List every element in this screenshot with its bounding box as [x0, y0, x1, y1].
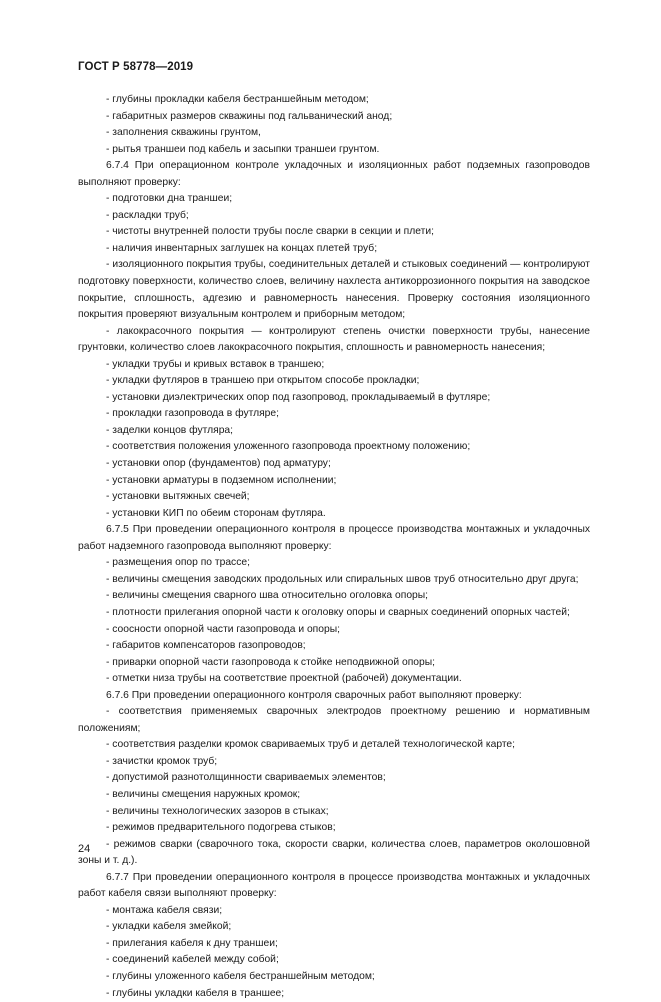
- list-item: - заполнения скважины грунтом,: [106, 127, 261, 139]
- list-item: - величины технологических зазоров в стыках;: [106, 805, 329, 817]
- list-item: - соединений кабелей между собой;: [106, 954, 279, 966]
- list-item: - установки диэлектрических опор под газопровод, прокладываемый в футляре;: [106, 391, 491, 403]
- list-item: - соответствия положения уложенного газопровода проектному положению;: [106, 441, 471, 453]
- list-item: - установки вытяжных свечей;: [106, 491, 250, 503]
- list-item: - монтажа кабеля связи;: [106, 904, 223, 916]
- list-item: - раскладки труб;: [106, 209, 189, 221]
- list-item: - глубины укладки кабеля в траншее;: [106, 987, 285, 999]
- paragraph: - соответствия применяемых сварочных электродов проектному решению и нормативным положениям;: [78, 706, 590, 734]
- list-item: - заделки концов футляра;: [106, 424, 234, 436]
- list-item: - отметки низа трубы на соответствие проектной (рабочей) документации.: [106, 673, 462, 685]
- paragraph: 6.7.7 При проведении операционного контроля в процессе производства монтажных и укладочных работ кабеля связи выполняют проверку:: [78, 871, 590, 900]
- paragraph: - лакокрасочного покрытия — контролируют степень очистки поверхности трубы, нанесение грунтовки, количество слоев лакокрасочного покрытия, сплошность и равномерность нанесения;: [78, 325, 590, 354]
- list-item: - установки опор (фундаментов) под арматуру;: [106, 458, 331, 470]
- list-item: - зачистки кромок труб;: [106, 755, 218, 767]
- paragraph: 6.7.6 При проведении операционного контроля сварочных работ выполняют проверку:: [106, 689, 522, 701]
- list-item: - величины смещения наружных кромок;: [106, 788, 301, 800]
- page-number: 24: [78, 843, 91, 855]
- document-body: [78, 92, 590, 1002]
- list-item: - глубины прокладки кабеля бестраншейным методом;: [106, 94, 369, 105]
- list-item: - установки КИП по обеим сторонам футляра.: [106, 507, 326, 519]
- list-item: - подготовки дна траншеи;: [106, 193, 233, 205]
- list-item: - размещения опор по трассе;: [106, 557, 250, 569]
- list-item: - величины смещения заводских продольных или спиральных швов труб относительно друг друга;: [106, 573, 579, 585]
- paragraph: - изоляционного покрытия трубы, соединительных деталей и стыковых соединений — контролируют подготовку поверхности, количество слоев, величину нахлеста антикоррозионного покрытия на заводское покрытие, сплошность, адгезию и равномерность нанесения. Проверку состояния изоляционного покрытия проверяют визуальным контролем и приборным методом;: [78, 259, 590, 321]
- list-item: - допустимой разнотолщинности свариваемых элементов;: [106, 772, 386, 784]
- list-item: - глубины уложенного кабеля бестраншейным методом;: [106, 970, 375, 982]
- list-item: - режимов предварительного подогрева стыков;: [106, 822, 336, 834]
- paragraph: 6.7.4 При операционном контроле укладочных и изоляционных работ подземных газопроводов выполняют проверку:: [78, 160, 590, 188]
- list-item: - прокладки газопровода в футляре;: [106, 408, 279, 420]
- list-item: - укладки кабеля змейкой;: [106, 921, 232, 933]
- list-item: - наличия инвентарных заглушек на концах плетей труб;: [106, 242, 378, 254]
- list-item: - укладки футляров в траншею при открытом способе прокладки;: [106, 375, 420, 387]
- list-item: - габаритных размеров скважины под гальванический анод;: [106, 110, 393, 122]
- list-item: - прилегания кабеля к дну траншеи;: [106, 937, 278, 949]
- list-item: - чистоты внутренней полости трубы после сварки в секции и плети;: [106, 226, 434, 238]
- paragraph: - режимов сварки (сварочного тока, скорости сварки, количества слоев, параметров околошовной зоны и т. д.).: [78, 838, 590, 867]
- list-item: - соосности опорной части газопровода и опоры;: [106, 623, 340, 635]
- document-header: ГОСТ Р 58778—2019: [78, 61, 194, 73]
- list-item: - рытья траншеи под кабель и засыпки траншеи грунтом.: [106, 143, 380, 155]
- list-item: - величины смещения сварного шва относительно оголовка опоры;: [106, 590, 429, 602]
- list-item: - плотности прилегания опорной части к оголовку опоры и сварных соединений опорных частей;: [106, 606, 570, 618]
- list-item: - габаритов компенсаторов газопроводов;: [106, 640, 306, 652]
- list-item: - соответствия разделки кромок свариваемых труб и деталей технологической карте;: [106, 739, 516, 751]
- list-item: - установки арматуры в подземном исполнении;: [106, 474, 337, 486]
- list-item: - укладки трубы и кривых вставок в траншею;: [106, 358, 325, 370]
- paragraph: 6.7.5 При проведении операционного контроля в процессе производства монтажных и укладочных работ надземного газопровода выполняют проверку:: [78, 524, 590, 552]
- list-item: - приварки опорной части газопровода к стойке неподвижной опоры;: [106, 656, 436, 668]
